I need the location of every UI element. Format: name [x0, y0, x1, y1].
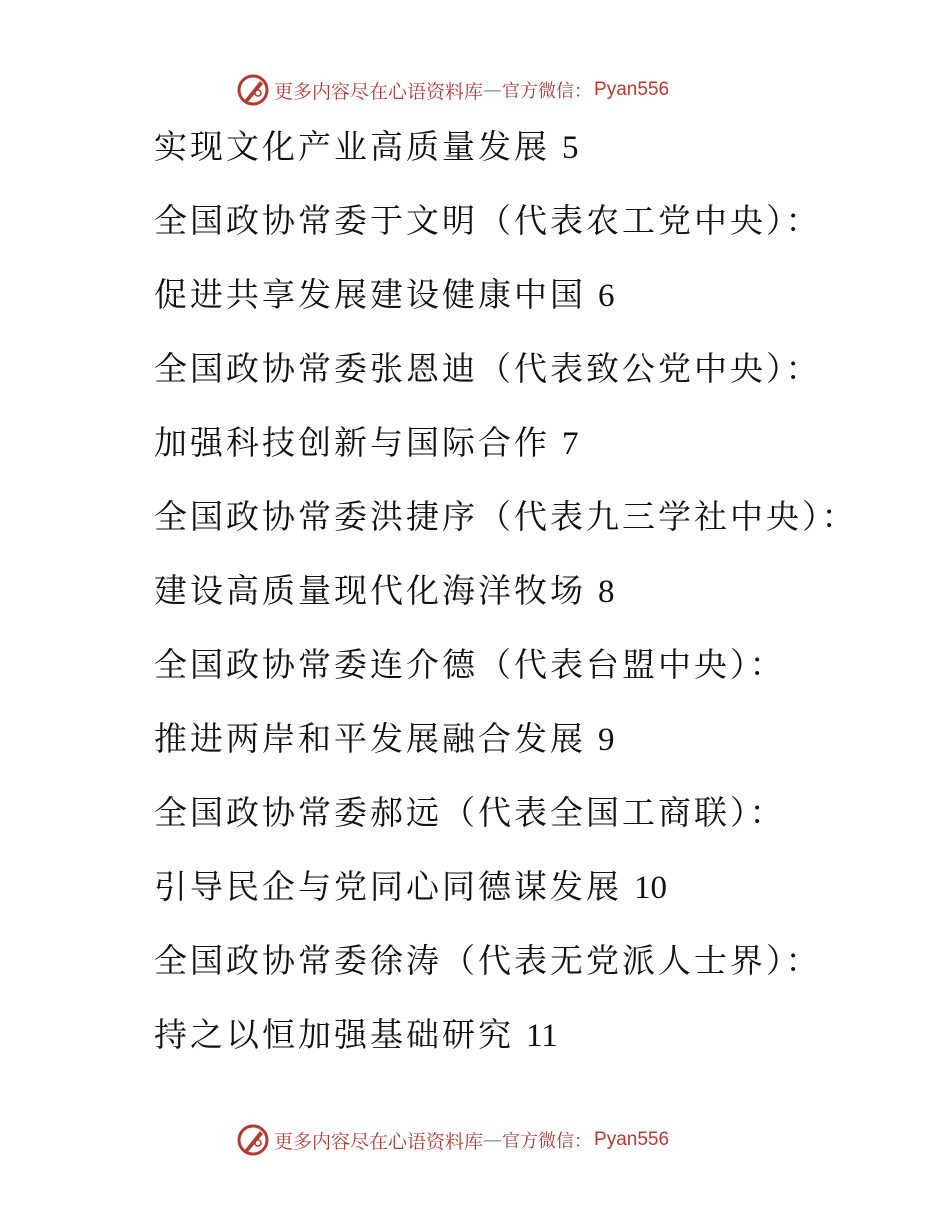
footer-watermark	[236, 1122, 669, 1158]
toc-page-number: 10	[634, 870, 667, 906]
quill-logo-icon	[236, 73, 270, 107]
watermark-text: 更多内容尽在心语资料库	[274, 80, 484, 103]
toc-page-number: 7	[562, 426, 579, 462]
watermark-official: 官方微信：	[502, 81, 593, 102]
toc-page-number: 11	[526, 1018, 558, 1054]
toc-line	[154, 639, 854, 713]
toc-text: 实现文化产业高质量发展	[154, 127, 550, 166]
toc-text: 全国政协常委张恩迪（代表致公党中央）：	[154, 349, 822, 388]
toc-line	[154, 713, 854, 787]
toc-page-number: 8	[598, 574, 615, 610]
toc-page-number: 5	[562, 130, 579, 166]
watermark-id: Pyan556	[594, 1129, 670, 1150]
toc-text: 推进两岸和平发展融合发展	[154, 719, 586, 758]
toc-line	[154, 861, 854, 935]
toc-line	[154, 343, 854, 417]
toc-line	[154, 491, 858, 565]
toc-text: 全国政协常委连介德（代表台盟中央）：	[154, 645, 786, 684]
toc-line	[154, 417, 854, 491]
watermark-dash: —	[483, 1129, 503, 1151]
watermark-official: 官方微信：	[502, 1131, 593, 1152]
toc-text: 引导民企与党同心同德谋发展	[154, 867, 622, 906]
toc-line	[154, 565, 854, 639]
toc-text: 持之以恒加强基础研究	[154, 1015, 514, 1054]
toc-page-number: 9	[598, 722, 615, 758]
toc-text: 全国政协常委于文明（代表农工党中央）：	[154, 201, 822, 240]
header-watermark	[236, 72, 669, 108]
table-of-contents	[154, 121, 858, 1083]
toc-text: 全国政协常委郝远（代表全国工商联）：	[154, 793, 786, 832]
toc-text: 全国政协常委徐涛（代表无党派人士界）：	[154, 941, 822, 980]
toc-text: 加强科技创新与国际合作	[154, 423, 550, 462]
watermark-id: Pyan556	[594, 79, 670, 100]
toc-text: 全国政协常委洪捷序（代表九三学社中央）：	[154, 497, 858, 536]
toc-text: 建设高质量现代化海洋牧场	[154, 571, 586, 610]
quill-logo-icon	[236, 1123, 270, 1157]
toc-text: 促进共享发展建设健康中国	[154, 275, 586, 314]
toc-page-number: 6	[598, 278, 615, 314]
toc-line	[154, 787, 854, 861]
toc-line	[154, 269, 854, 343]
toc-line	[154, 935, 854, 1009]
toc-line	[154, 121, 854, 195]
toc-line	[154, 1009, 854, 1083]
watermark-text: 更多内容尽在心语资料库	[274, 1130, 484, 1153]
watermark-dash: —	[483, 79, 503, 101]
toc-line	[154, 195, 854, 269]
